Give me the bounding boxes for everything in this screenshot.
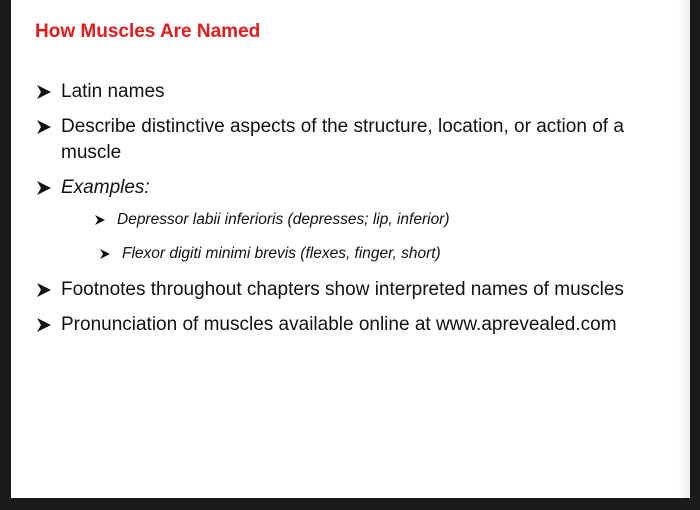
arrowhead-bullet-icon bbox=[35, 175, 55, 201]
arrowhead-bullet-icon bbox=[35, 114, 55, 140]
bullet-text: Footnotes throughout chapters show interpreted names of muscles bbox=[61, 279, 624, 300]
bullet-text: Pronunciation of muscles available online at www.aprevealed.com bbox=[61, 314, 617, 335]
bullet-item bbox=[35, 312, 655, 338]
bullet-text: Describe distinctive aspects of the structure, location, or action of a muscle bbox=[61, 116, 624, 163]
sub-bullet-item bbox=[61, 243, 655, 265]
bullet-item bbox=[35, 114, 655, 166]
bullet-text: Examples: bbox=[61, 177, 150, 198]
sub-bullet-text: Depressor labii inferioris (depresses; lip, inferior) bbox=[117, 211, 450, 228]
bullet-item bbox=[35, 175, 655, 265]
arrowhead-bullet-icon bbox=[93, 209, 109, 231]
bullet-item bbox=[35, 277, 655, 303]
sub-bullet-text: Flexor digiti minimi brevis (flexes, finger, short) bbox=[122, 245, 441, 262]
bullet-text: Latin names bbox=[61, 81, 165, 102]
sub-bullet-item bbox=[61, 209, 655, 231]
sub-bullet-list bbox=[61, 209, 655, 265]
arrowhead-bullet-icon bbox=[98, 243, 114, 265]
slide-edge-shadow bbox=[678, 0, 690, 498]
arrowhead-bullet-icon bbox=[35, 312, 55, 338]
arrowhead-bullet-icon bbox=[35, 277, 55, 303]
slide bbox=[11, 0, 690, 498]
bullet-item bbox=[35, 79, 655, 105]
slide-title: How Muscles Are Named bbox=[35, 21, 261, 42]
arrowhead-bullet-icon bbox=[35, 79, 55, 105]
bullet-list bbox=[35, 79, 655, 347]
